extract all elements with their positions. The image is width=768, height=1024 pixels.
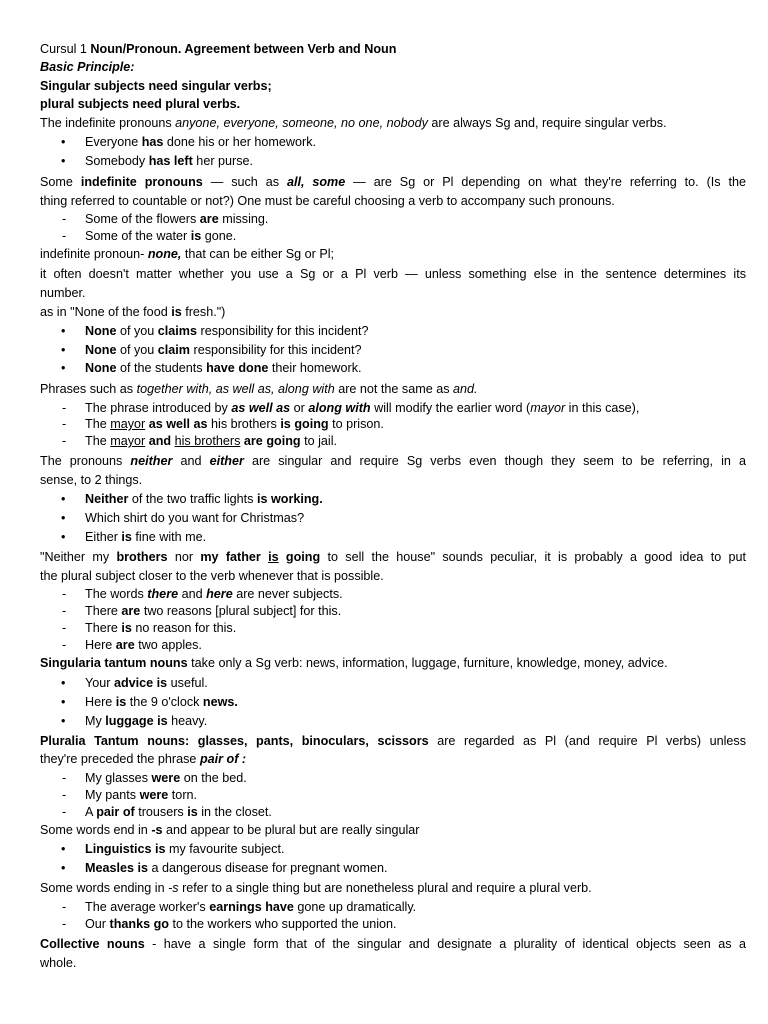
text-segment: earnings have — [209, 900, 294, 914]
text-segment: A — [85, 805, 97, 819]
text-segment: all, some — [286, 175, 346, 189]
bullet-marker: • — [61, 492, 66, 506]
dash-item — [85, 804, 272, 820]
text-segment: pair of — [96, 805, 135, 819]
text-segment: are — [115, 638, 135, 652]
text-segment: sense, to 2 things. — [40, 473, 143, 487]
text-segment: advice is — [113, 676, 168, 690]
text-segment: gone. — [201, 229, 237, 243]
dash-marker: - — [62, 401, 67, 415]
text-segment: fresh.") — [181, 305, 226, 319]
text-segment: Noun/Pronoun. Agreement between Verb and Noun — [90, 42, 397, 56]
text-segment: news. — [202, 695, 238, 709]
text-segment: pair of : — [199, 752, 247, 766]
text-segment: mayor — [110, 417, 146, 431]
text-segment: claim — [157, 343, 191, 357]
dash-item — [85, 603, 341, 619]
text-line — [40, 41, 396, 57]
dash-item — [85, 433, 337, 449]
text-segment: or — [290, 401, 309, 415]
text-line — [40, 822, 419, 838]
bullet-item — [85, 491, 323, 507]
bullet-item — [85, 510, 304, 526]
bullet-marker: • — [61, 676, 66, 690]
text-segment: mayor — [530, 401, 566, 415]
text-segment: in this case), — [565, 401, 640, 415]
text-segment: My — [85, 714, 106, 728]
text-line — [40, 880, 592, 896]
bullet-item — [85, 342, 362, 358]
text-segment: My glasses — [85, 771, 152, 785]
text-line — [40, 733, 746, 749]
text-segment: plural subjects need plural verbs. — [40, 97, 241, 111]
text-segment: — are Sg or Pl depending on what they're referring to. (Is the — [345, 175, 746, 189]
bullet-item — [85, 529, 206, 545]
text-segment: is — [121, 621, 132, 635]
text-segment: indefinite pronouns — [80, 175, 203, 189]
bullet-item — [85, 153, 253, 169]
text-segment: -s — [168, 881, 179, 895]
text-segment: her purse. — [192, 154, 254, 168]
text-segment: Cursul 1 — [40, 42, 91, 56]
text-line — [40, 751, 246, 767]
text-segment: and — [148, 434, 172, 448]
text-segment: take only a Sg verb: news, information, luggage, furniture, knowledge, money, advice. — [187, 656, 668, 670]
text-line — [40, 59, 135, 75]
text-segment — [261, 550, 268, 564]
text-segment: and — [172, 454, 210, 468]
dash-marker: - — [62, 417, 67, 431]
dash-marker: - — [62, 900, 67, 914]
bullet-item — [85, 860, 387, 876]
text-line — [40, 246, 334, 262]
bullet-item — [85, 841, 284, 857]
text-segment: here — [206, 587, 233, 601]
text-segment — [279, 550, 286, 564]
text-segment: responsibility for this incident? — [190, 343, 362, 357]
text-segment: gone up dramatically. — [293, 900, 417, 914]
text-line — [40, 96, 240, 112]
bullet-marker: • — [61, 324, 66, 338]
text-segment: responsibility for this incident? — [197, 324, 369, 338]
text-segment: are — [121, 604, 141, 618]
text-line — [40, 174, 746, 190]
text-segment: missing. — [218, 212, 269, 226]
text-segment: there — [147, 587, 179, 601]
text-segment: There — [85, 621, 122, 635]
dash-marker: - — [62, 212, 67, 226]
text-segment: Our — [85, 917, 110, 931]
text-segment: Pluralia Tantum nouns: glasses, pants, binoculars, scissors — [40, 734, 429, 748]
text-segment: of you — [116, 324, 158, 338]
text-segment: Some — [40, 175, 81, 189]
dash-marker: - — [62, 638, 67, 652]
text-segment: and. — [453, 382, 478, 396]
text-segment: The pronouns — [40, 454, 131, 468]
dash-marker: - — [62, 917, 67, 931]
text-segment: claims — [157, 324, 198, 338]
text-segment: is — [187, 805, 198, 819]
text-segment: Collective nouns — [40, 937, 145, 951]
dash-item — [85, 400, 639, 416]
text-segment: — such as — [202, 175, 287, 189]
text-segment: along with — [308, 401, 371, 415]
text-segment: None — [85, 324, 117, 338]
text-segment: of you — [116, 343, 158, 357]
text-segment: The — [85, 434, 111, 448]
text-segment: "Neither my — [40, 550, 117, 564]
text-segment: anyone, everyone, someone, no one, nobody — [175, 116, 428, 130]
text-line — [40, 78, 272, 94]
text-segment: The average worker's — [85, 900, 210, 914]
text-segment: it often doesn't matter whether you use a Sg or a Pl verb — unless something else in the sentence determines its — [40, 267, 746, 281]
text-segment: is — [115, 695, 127, 709]
text-segment: two reasons [plural subject] for this. — [140, 604, 342, 618]
dash-marker: - — [62, 587, 67, 601]
text-segment: on the bed. — [180, 771, 247, 785]
bullet-marker: • — [61, 714, 66, 728]
text-segment: are never subjects. — [232, 587, 343, 601]
text-segment: Some words ending in — [40, 881, 169, 895]
text-segment: to sell the house" sounds peculiar, it is probably a good idea to put — [320, 550, 747, 564]
text-segment: were — [151, 771, 181, 785]
bullet-item — [85, 713, 207, 729]
text-segment: as in "None of the food — [40, 305, 172, 319]
text-segment: torn. — [168, 788, 198, 802]
text-segment: either — [209, 454, 244, 468]
text-line — [40, 955, 76, 971]
text-line — [40, 115, 667, 131]
text-segment: two apples. — [134, 638, 202, 652]
text-segment: whole. — [40, 956, 77, 970]
text-segment: Singular subjects need singular verbs; — [40, 79, 272, 93]
text-line — [40, 266, 746, 282]
text-segment: the 9 o'clock — [126, 695, 203, 709]
text-segment: Some of the flowers — [85, 212, 200, 226]
text-segment: Everyone — [85, 135, 142, 149]
text-segment: Measles is — [85, 861, 149, 875]
text-segment: number. — [40, 286, 86, 300]
text-segment: luggage is — [105, 714, 168, 728]
text-segment: is working. — [256, 492, 323, 506]
text-segment: they're preceded the phrase — [40, 752, 200, 766]
bullet-marker: • — [61, 154, 66, 168]
text-segment: of the students — [116, 361, 207, 375]
dash-marker: - — [62, 229, 67, 243]
bullet-marker: • — [61, 343, 66, 357]
dash-item — [85, 620, 236, 636]
dash-item — [85, 916, 397, 932]
text-segment: brothers — [116, 550, 168, 564]
dash-item — [85, 211, 268, 227]
text-segment: My pants — [85, 788, 140, 802]
text-segment: The indefinite pronouns — [40, 116, 176, 130]
text-segment: -s — [151, 823, 163, 837]
text-segment: is — [121, 530, 132, 544]
text-segment: are — [199, 212, 219, 226]
dash-item — [85, 416, 384, 432]
bullet-marker: • — [61, 361, 66, 375]
text-segment: is going — [280, 417, 329, 431]
dash-item — [85, 586, 343, 602]
text-segment: thing referred to countable or not?) One must be careful choosing a verb to accompany such pronouns. — [40, 194, 615, 208]
text-segment: none, — [147, 247, 182, 261]
text-segment: done his or her homework. — [163, 135, 317, 149]
bullet-item — [85, 675, 208, 691]
bullet-marker: • — [61, 842, 66, 856]
text-line — [40, 285, 86, 301]
text-segment: my favourite subject. — [165, 842, 285, 856]
text-segment: is — [190, 229, 202, 243]
dash-item — [85, 637, 202, 653]
bullet-marker: • — [61, 135, 66, 149]
text-segment: is — [171, 305, 182, 319]
text-segment: his brothers — [207, 417, 281, 431]
text-segment: indefinite pronoun- — [40, 247, 148, 261]
dash-marker: - — [62, 604, 67, 618]
text-segment: my father — [200, 550, 261, 564]
text-segment: have done — [206, 361, 269, 375]
text-segment: to prison. — [328, 417, 384, 431]
text-segment: - have a single form that of the singular and designate a plurality of identical objects seen as a — [144, 937, 746, 951]
dash-marker: - — [62, 434, 67, 448]
dash-item — [85, 787, 197, 803]
text-segment: Which shirt do you want for Christmas? — [85, 511, 305, 525]
text-line — [40, 381, 478, 397]
text-line — [40, 304, 225, 320]
bullet-item — [85, 323, 369, 339]
text-segment: mayor — [110, 434, 146, 448]
text-segment: Here — [85, 695, 116, 709]
bullet-item — [85, 360, 362, 376]
text-segment: in the closet. — [197, 805, 272, 819]
text-segment: Here — [85, 638, 116, 652]
text-segment: and appear to be plural but are really singular — [162, 823, 420, 837]
text-segment: Phrases such as — [40, 382, 137, 396]
text-segment: are singular and require Sg verbs even though they seem to be referring, in a — [243, 454, 746, 468]
bullet-marker: • — [61, 695, 66, 709]
text-segment: is — [268, 550, 279, 564]
text-segment: Somebody — [85, 154, 149, 168]
text-segment: The — [85, 417, 111, 431]
text-segment: to jail. — [300, 434, 337, 448]
text-segment: going — [285, 550, 321, 564]
text-segment: Either — [85, 530, 122, 544]
text-segment: Neither — [85, 492, 129, 506]
text-segment: as well as — [148, 417, 208, 431]
text-segment: Linguistics is — [85, 842, 166, 856]
dash-marker: - — [62, 805, 67, 819]
bullet-marker: • — [61, 511, 66, 525]
text-segment: trousers — [134, 805, 188, 819]
text-line — [40, 472, 142, 488]
text-segment: heavy. — [167, 714, 208, 728]
text-segment: has — [141, 135, 164, 149]
text-segment: thanks go — [109, 917, 169, 931]
text-segment: their homework. — [268, 361, 362, 375]
text-segment: will modify the earlier word ( — [370, 401, 531, 415]
text-segment: The phrase introduced by — [85, 401, 232, 415]
dash-marker: - — [62, 621, 67, 635]
dash-item — [85, 899, 416, 915]
text-segment: Your — [85, 676, 114, 690]
text-segment: Some of the water — [85, 229, 191, 243]
text-segment: together with, as well as, along with — [136, 382, 335, 396]
text-segment: refer to a single thing but are nonetheless plural and require a plural verb. — [178, 881, 592, 895]
text-segment: as well as — [231, 401, 291, 415]
text-segment: are going — [243, 434, 301, 448]
text-line — [40, 549, 746, 565]
text-segment: The words — [85, 587, 148, 601]
dash-marker: - — [62, 771, 67, 785]
bullet-marker: • — [61, 861, 66, 875]
text-segment: no reason for this. — [131, 621, 237, 635]
text-segment: that can be either Sg or Pl; — [181, 247, 335, 261]
text-segment: to the workers who supported the union. — [168, 917, 397, 931]
text-segment: nor — [167, 550, 201, 564]
dash-item — [85, 228, 236, 244]
text-segment: his brothers — [174, 434, 241, 448]
text-segment: were — [139, 788, 169, 802]
bullet-marker: • — [61, 530, 66, 544]
text-line — [40, 568, 384, 584]
text-segment: useful. — [167, 676, 208, 690]
text-segment: Singularia tantum nouns — [40, 656, 188, 670]
text-line — [40, 655, 668, 671]
text-segment: There — [85, 604, 122, 618]
text-segment: has left — [148, 154, 193, 168]
text-segment: and — [178, 587, 207, 601]
bullet-item — [85, 694, 238, 710]
text-line — [40, 936, 746, 952]
text-segment: fine with me. — [131, 530, 207, 544]
dash-item — [85, 770, 247, 786]
text-segment: the plural subject closer to the verb whenever that is possible. — [40, 569, 384, 583]
text-segment: neither — [130, 454, 173, 468]
text-segment: are not the same as — [334, 382, 454, 396]
text-segment: Basic Principle: — [40, 60, 135, 74]
text-segment: are regarded as Pl (and require Pl verbs) unless — [428, 734, 747, 748]
bullet-item — [85, 134, 316, 150]
text-segment: a dangerous disease for pregnant women. — [148, 861, 388, 875]
text-segment: of the two traffic lights — [128, 492, 257, 506]
text-segment: None — [85, 343, 117, 357]
text-segment: are always Sg and, require singular verbs. — [427, 116, 667, 130]
text-segment: None — [85, 361, 117, 375]
text-line — [40, 193, 615, 209]
text-segment: Some words end in — [40, 823, 152, 837]
text-line — [40, 453, 746, 469]
dash-marker: - — [62, 788, 67, 802]
